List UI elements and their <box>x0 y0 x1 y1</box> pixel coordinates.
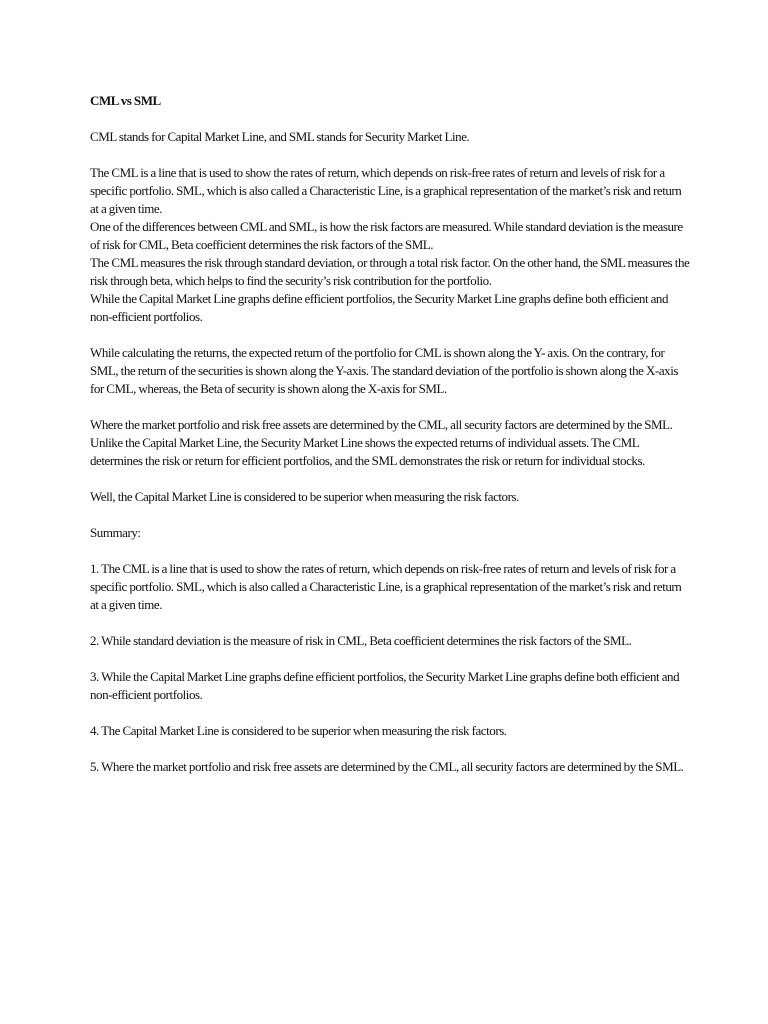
document-body <box>90 92 690 776</box>
paragraph-gap <box>90 506 690 524</box>
paragraph-efficient-portfolios: While the Capital Market Line graphs define efficient portfolios, the Security Market Line graphs define both efficient and non-efficient portfolios. <box>90 291 669 324</box>
document-title: CML vs SML <box>90 93 161 108</box>
paragraph-gap <box>90 146 690 164</box>
paragraph-gap <box>90 740 690 758</box>
paragraph-market-portfolio: Where the market portfolio and risk free assets are determined by the CML, all security factors are determined by the SML. <box>90 417 673 432</box>
paragraph-gap <box>90 398 690 416</box>
paragraph-gap <box>90 650 690 668</box>
paragraph-gap <box>90 542 690 560</box>
summary-item-5: 5. Where the market portfolio and risk free assets are determined by the CML, all security factors are determined by the SML. <box>90 759 684 774</box>
summary-item-4: 4. The Capital Market Line is considered to be superior when measuring the risk factors. <box>90 723 507 738</box>
paragraph-cml-definition: The CML is a line that is used to show the rates of return, which depends on risk-free rates of return and levels of risk for a specific portfolio. SML, which is also called a Characteristic Line, is a graphical representation of the market’s risk and return at a given time. <box>90 165 682 216</box>
paragraph-individual-assets: Unlike the Capital Market Line, the Security Market Line shows the expected returns of individual assets. The CML determines the risk or return for efficient portfolios, and the SML demonstrates the risk or return for individual stocks. <box>90 435 645 468</box>
paragraph-superior: Well, the Capital Market Line is considered to be superior when measuring the risk factors. <box>90 489 519 504</box>
paragraph-gap <box>90 110 690 128</box>
summary-item-3: 3. While the Capital Market Line graphs define efficient portfolios, the Security Market Line graphs define both efficient and non-efficient portfolios. <box>90 669 680 702</box>
paragraph-gap <box>90 326 690 344</box>
intro-paragraph: CML stands for Capital Market Line, and SML stands for Security Market Line. <box>90 129 470 144</box>
paragraph-risk-measure: One of the differences between CML and SML, is how the risk factors are measured. While standard deviation is the measure of risk for CML, Beta coefficient determines the risk factors of the SML. <box>90 219 683 252</box>
paragraph-gap <box>90 614 690 632</box>
summary-item-1: 1. The CML is a line that is used to show the rates of return, which depends on risk-free rates of return and levels of risk for a specific portfolio. SML, which is also called a Characteristic Line, is a graphical representation of the market’s risk and return at a given time. <box>90 561 682 612</box>
paragraph-gap <box>90 704 690 722</box>
summary-item-2: 2. While standard deviation is the measure of risk in CML, Beta coefficient determines the risk factors of the SML. <box>90 633 632 648</box>
summary-heading: Summary: <box>90 525 141 540</box>
paragraph-risk-through: The CML measures the risk through standard deviation, or through a total risk factor. On the other hand, the SML measures the risk through beta, which helps to find the security’s risk contribution for the portfolio. <box>90 255 690 288</box>
paragraph-gap <box>90 470 690 488</box>
paragraph-axes: While calculating the returns, the expected return of the portfolio for CML is shown along the Y- axis. On the contrary, for SML, the return of the securities is shown along the Y-axis. The standard deviation of the portfolio is shown along the X-axis for CML, whereas, the Beta of security is shown along the X-axis for SML. <box>90 345 678 396</box>
